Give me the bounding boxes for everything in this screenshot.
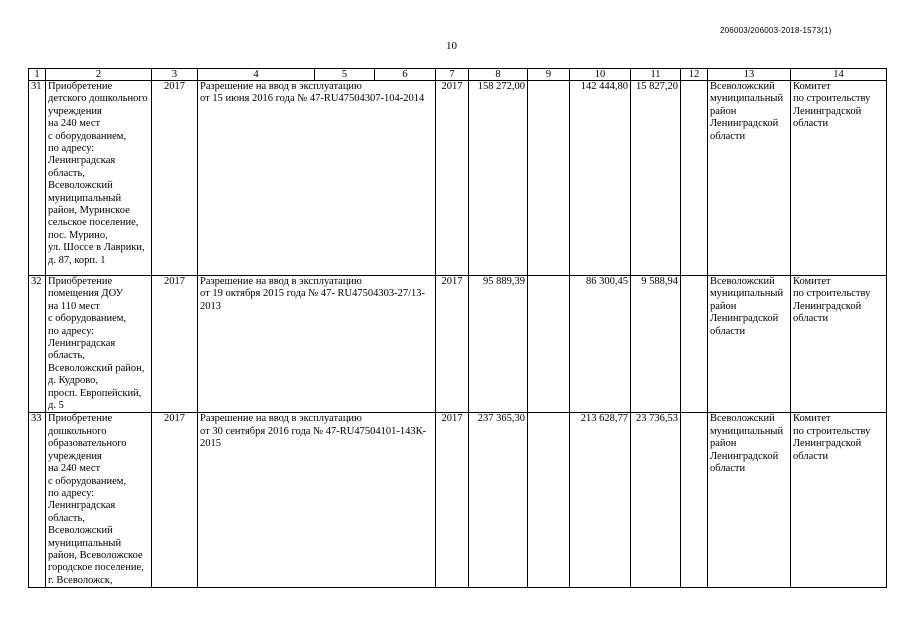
- year-cell-2: 2017: [436, 81, 469, 276]
- row-number: 33: [29, 413, 46, 588]
- column-header: 12: [681, 69, 708, 81]
- committee-cell: Комитет по строительству Ленинградской области: [791, 413, 887, 588]
- table-row: [29, 276, 887, 413]
- district-cell: Всеволожский муниципальный район Ленинградской области: [708, 81, 791, 276]
- header-row: [29, 69, 887, 81]
- column-header: 14: [791, 69, 887, 81]
- total-cell: 237 365,30: [469, 413, 528, 588]
- page-number: 10: [446, 40, 457, 52]
- permit-cell: Разрешение на ввод в эксплуатацию от 15 июня 2016 года № 47-RU47504307-104-2014: [198, 81, 436, 276]
- total-cell: 95 889,39: [469, 276, 528, 413]
- year-cell: 2017: [152, 413, 198, 588]
- permit-cell: Разрешение на ввод в эксплуатацию от 19 октября 2015 года № 47- RU47504303-27/13- 2013: [198, 276, 436, 413]
- column-header: 7: [436, 69, 469, 81]
- column-header: 9: [528, 69, 570, 81]
- column-header: 11: [631, 69, 681, 81]
- col12-cell: [681, 81, 708, 276]
- district-cell: Всеволожский муниципальный район Ленинградской области: [708, 276, 791, 413]
- column-header: 6: [375, 69, 436, 81]
- column-header: 2: [46, 69, 152, 81]
- col11-cell: 9 588,94: [631, 276, 681, 413]
- committee-cell: Комитет по строительству Ленинградской области: [791, 276, 887, 413]
- object-description: Приобретение помещения ДОУ на 110 мест с оборудованием, по адресу: Ленинградская область, Всеволожский район, д. Кудрово, просп. Европейский, д. 5: [46, 276, 152, 413]
- col9-cell: [528, 413, 570, 588]
- year-cell-2: 2017: [436, 413, 469, 588]
- table-row: [29, 81, 887, 276]
- table-row: [29, 413, 887, 588]
- permit-cell: Разрешение на ввод в эксплуатацию от 30 сентября 2016 года № 47-RU47504101-143К- 2015: [198, 413, 436, 588]
- committee-cell: Комитет по строительству Ленинградской области: [791, 81, 887, 276]
- col10-cell: 86 300,45: [570, 276, 631, 413]
- total-cell: 158 272,00: [469, 81, 528, 276]
- register-table: [28, 68, 887, 588]
- column-header: 1: [29, 69, 46, 81]
- column-header: 3: [152, 69, 198, 81]
- row-number: 31: [29, 81, 46, 276]
- row-number: 32: [29, 276, 46, 413]
- col10-cell: 213 628,77: [570, 413, 631, 588]
- district-cell: Всеволожский муниципальный район Ленинградской области: [708, 413, 791, 588]
- year-cell: 2017: [152, 276, 198, 413]
- object-description: Приобретение дошкольного образовательного учреждения на 240 мест с оборудованием, по адресу: Ленинградская область, Всеволожский муниципальный район, Всеволожское городское поселение, г. Всеволожск,: [46, 413, 152, 588]
- column-header: 10: [570, 69, 631, 81]
- year-cell-2: 2017: [436, 276, 469, 413]
- col12-cell: [681, 413, 708, 588]
- col11-cell: 15 827,20: [631, 81, 681, 276]
- column-header: 5: [315, 69, 375, 81]
- col11-cell: 23 736,53: [631, 413, 681, 588]
- column-header: 13: [708, 69, 791, 81]
- column-header: 8: [469, 69, 528, 81]
- col9-cell: [528, 81, 570, 276]
- object-description: Приобретение детского дошкольного учреждения на 240 мест с оборудованием, по адресу: Ленинградская область, Всеволожский муниципальный район, Муринское сельское поселение, пос. Мурино, ул. Шоссе в Лаврики, д. 87, корп. 1: [46, 81, 152, 276]
- year-cell: 2017: [152, 81, 198, 276]
- col12-cell: [681, 276, 708, 413]
- col9-cell: [528, 276, 570, 413]
- column-header: 4: [198, 69, 315, 81]
- document-id: 206003/206003-2018-1573(1): [720, 26, 832, 35]
- col10-cell: 142 444,80: [570, 81, 631, 276]
